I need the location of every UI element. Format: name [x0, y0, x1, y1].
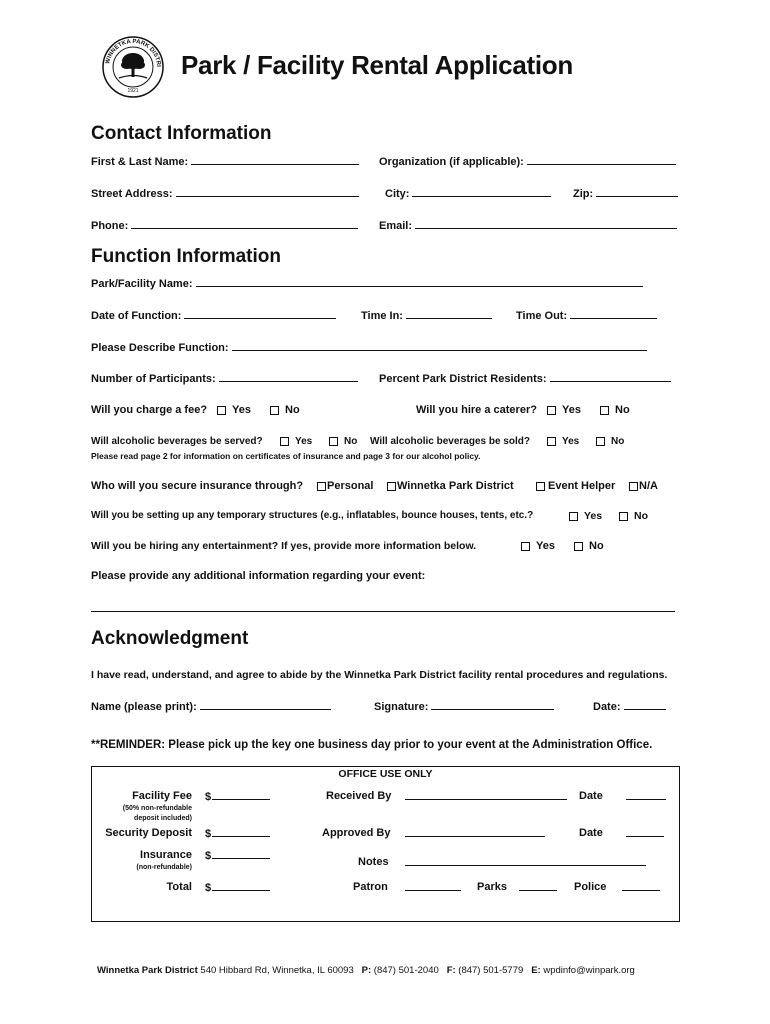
name-field[interactable]: First & Last Name: — [91, 155, 359, 168]
checkbox-icon — [574, 542, 583, 551]
insurance-na-checkbox[interactable]: N/A — [629, 480, 658, 492]
entertainment-yes-checkbox[interactable]: Yes — [521, 540, 555, 552]
alcohol-served-question: Will alcoholic beverages be served? — [91, 436, 263, 447]
entertainment-question: Will you be hiring any entertainment? If yes, provide more information below. — [91, 540, 477, 552]
total-label: Total — [166, 881, 192, 893]
checkbox-icon — [521, 542, 530, 551]
organization-field[interactable]: Organization (if applicable): — [379, 155, 676, 168]
patron-field[interactable] — [402, 881, 461, 894]
phone-field[interactable]: Phone: — [91, 219, 358, 232]
patron-label: Patron — [353, 881, 388, 893]
insurance-personal-checkbox[interactable]: Personal — [317, 480, 373, 492]
received-date-field[interactable] — [623, 790, 666, 803]
footer-email[interactable]: wpdinfo@winpark.org — [543, 965, 635, 976]
fee-yes-checkbox[interactable]: Yes — [217, 404, 251, 416]
footer-org: Winnetka Park District — [97, 965, 198, 976]
structures-yes-checkbox[interactable]: Yes — [569, 510, 602, 522]
facility-fee-field[interactable]: $ — [205, 790, 270, 803]
fee-question: Will you charge a fee? — [91, 404, 208, 416]
additional-info-label: Please provide any additional information regarding your event: — [91, 570, 426, 582]
office-use-box — [91, 766, 680, 922]
checkbox-icon — [387, 482, 396, 491]
approved-date-field[interactable] — [623, 827, 664, 840]
describe-function-field[interactable]: Please Describe Function: — [91, 341, 647, 354]
checkbox-icon — [536, 482, 545, 491]
alcohol-sold-question: Will alcoholic beverages be sold? — [370, 436, 530, 447]
zip-field[interactable]: Zip: — [573, 187, 678, 200]
acknowledgment-heading: Acknowledgment — [91, 628, 249, 649]
entertainment-no-checkbox[interactable]: No — [574, 540, 604, 552]
fee-no-checkbox[interactable]: No — [270, 404, 300, 416]
function-heading: Function Information — [91, 246, 281, 267]
footer — [97, 965, 635, 976]
approved-date-label: Date — [579, 827, 603, 839]
police-field[interactable] — [619, 881, 660, 894]
date-of-function-field[interactable]: Date of Function: — [91, 309, 336, 322]
checkbox-icon — [596, 437, 605, 446]
checkbox-icon — [280, 437, 289, 446]
svg-text:1921: 1921 — [127, 88, 139, 94]
caterer-yes-checkbox[interactable]: Yes — [547, 404, 581, 416]
footer-address: 540 Hibbard Rd, Winnetka, IL 60093 — [200, 965, 354, 976]
checkbox-icon — [569, 512, 578, 521]
security-deposit-label: Security Deposit — [105, 827, 192, 839]
caterer-no-checkbox[interactable]: No — [600, 404, 630, 416]
alcohol-sold-no-checkbox[interactable]: No — [596, 436, 624, 447]
footer-phone: (847) 501-2040 — [373, 965, 439, 976]
checkbox-icon — [217, 406, 226, 415]
caterer-question: Will you hire a caterer? — [416, 404, 537, 416]
office-use-heading: OFFICE USE ONLY — [338, 768, 433, 780]
facility-fee-note-2: deposit included) — [134, 815, 192, 822]
city-field[interactable]: City: — [385, 187, 551, 200]
residents-percent-field[interactable]: Percent Park District Residents: — [379, 372, 671, 385]
received-by-label: Received By — [326, 790, 392, 802]
street-field[interactable]: Street Address: — [91, 187, 359, 200]
parks-field[interactable] — [516, 881, 557, 894]
participants-field[interactable]: Number of Participants: — [91, 372, 358, 385]
structures-no-checkbox[interactable]: No — [619, 510, 648, 522]
notes-field[interactable] — [402, 856, 646, 869]
checkbox-icon — [629, 482, 638, 491]
alcohol-served-no-checkbox[interactable]: No — [329, 436, 357, 447]
reminder-text: **REMINDER: Please pick up the key one business day prior to your event at the Administration Office. — [91, 739, 653, 751]
checkbox-icon — [547, 437, 556, 446]
insurance-alcohol-note: Please read page 2 for information on certificates of insurance and page 3 for our alcohol policy. — [91, 451, 481, 461]
alcohol-served-yes-checkbox[interactable]: Yes — [280, 436, 312, 447]
total-field[interactable]: $ — [205, 881, 270, 894]
approved-by-label: Approved By — [322, 827, 391, 839]
insurance-event-helper-checkbox[interactable]: Event Helper — [536, 480, 615, 492]
print-name-field[interactable]: Name (please print): — [91, 700, 331, 713]
facility-name-field[interactable]: Park/Facility Name: — [91, 277, 643, 290]
insurance-winnetka-checkbox[interactable]: Winnetka Park District — [387, 480, 514, 492]
checkbox-icon — [270, 406, 279, 415]
received-by-field[interactable] — [402, 790, 567, 803]
footer-phone-label: P: — [361, 965, 372, 976]
footer-fax: (847) 501-5779 — [458, 965, 524, 976]
page-title: Park / Facility Rental Application — [181, 50, 573, 80]
notes-label: Notes — [358, 856, 389, 868]
ack-date-field[interactable]: Date: — [593, 700, 666, 713]
footer-email-label: E: — [531, 965, 541, 976]
facility-fee-note-1: (50% non-refundable — [122, 805, 192, 812]
insurance-question: Who will you secure insurance through? — [91, 480, 304, 492]
parks-label: Parks — [477, 881, 507, 893]
signature-field[interactable]: Signature: — [374, 700, 554, 713]
contact-heading: Contact Information — [91, 123, 272, 144]
insurance-field[interactable]: $ — [205, 849, 270, 862]
insurance-label: Insurance — [140, 849, 192, 861]
security-deposit-field[interactable]: $ — [205, 827, 270, 840]
insurance-note: (non-refundable) — [136, 864, 192, 871]
checkbox-icon — [317, 482, 326, 491]
svg-text:WINNETKA PARK DISTRICT: WINNETKA PARK DISTRI — [105, 38, 162, 68]
acknowledgment-statement: I have read, understand, and agree to abide by the Winnetka Park District facility rental procedures and regulations. — [91, 669, 668, 681]
approved-by-field[interactable] — [402, 827, 545, 840]
checkbox-icon — [600, 406, 609, 415]
structures-question: Will you be setting up any temporary structures (e.g., inflatables, bounce houses, tents, etc.? — [91, 510, 534, 521]
additional-info-field[interactable] — [91, 611, 675, 612]
email-field[interactable]: Email: — [379, 219, 677, 232]
time-out-field[interactable]: Time Out: — [516, 309, 657, 322]
facility-fee-label: Facility Fee — [132, 790, 192, 802]
footer-fax-label: F: — [446, 965, 456, 976]
park-district-logo — [101, 35, 165, 99]
received-date-label: Date — [579, 790, 603, 802]
checkbox-icon — [547, 406, 556, 415]
alcohol-sold-yes-checkbox[interactable]: Yes — [547, 436, 579, 447]
time-in-field[interactable]: Time In: — [361, 309, 492, 322]
checkbox-icon — [329, 437, 338, 446]
police-label: Police — [574, 881, 607, 893]
checkbox-icon — [619, 512, 628, 521]
